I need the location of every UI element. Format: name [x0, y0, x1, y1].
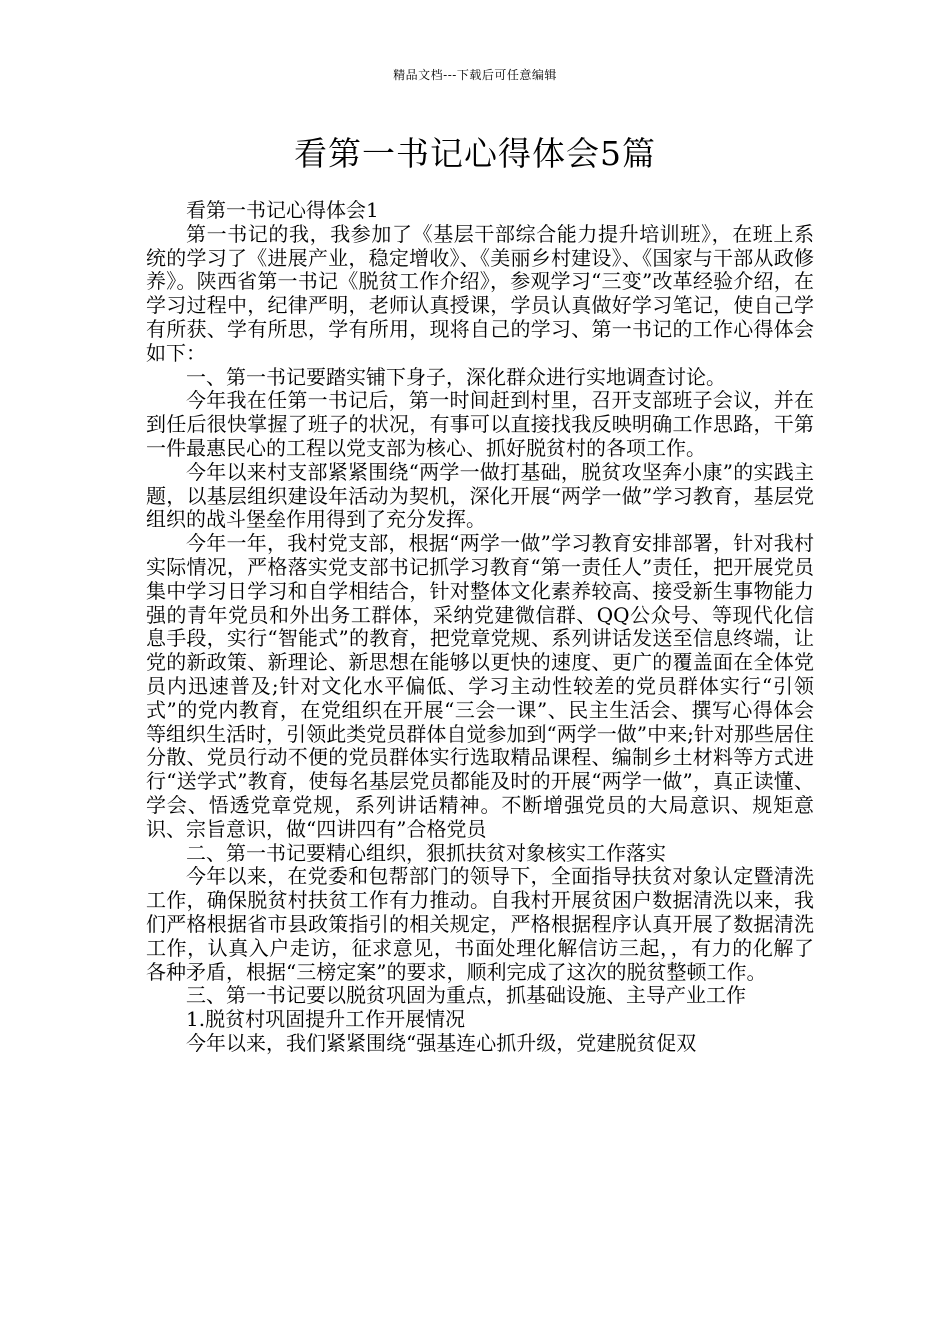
body-paragraph: 今年我在任第一书记后，第一时间赶到村里，召开支部班子会议，并在到任后很快掌握了班子的状况，有事可以直接找我反映明确工作思路，干第一件最惠民心的工程以党支部为核心、抓好脱贫村的各项工作。 — [146, 388, 814, 460]
body-paragraph: 今年以来，我们紧紧围绕“强基连心抓升级，党建脱贫促双 — [186, 1030, 697, 1055]
header-note: 精品文档---下载后可任意编辑 — [393, 68, 557, 82]
subsection-heading: 1.脱贫村巩固提升工作开展情况 — [186, 1007, 466, 1032]
section-heading: 三、第一书记要以脱贫巩固为重点，抓基础设施、主导产业工作 — [186, 983, 746, 1008]
body-paragraph: 今年以来，在党委和包帮部门的领导下，全面指导扶贫对象认定暨清洗工作，确保脱贫村扶贫工作有力推动。自我村开展贫困户数据清洗以来，我们严格根据省市县政策指引的相关规定，严格根据程序认真开展了数据清洗工作，认真入户走访，征求意见，书面处理化解信访三起，，有力的化解了各种矛盾，根据“三榜定案”的要求，顺利完成了这次的脱贫整顿工作。 — [146, 864, 814, 984]
document-body — [146, 199, 814, 1056]
body-paragraph: 第一书记的我，我参加了《基层干部综合能力提升培训班》，在班上系统的学习了《进展产业，稳定增收》、《美丽乡村建设》、《国家与干部从政修养》。陕西省第一书记《脱贫工作介绍》，参观学习“三变”改革经验介绍，在学习过程中，纪律严明，老师认真授课，学员认真做好学习笔记，使自己学有所获、学有所思，学有所用，现将自己的学习、第一书记的工作心得体会如下： — [146, 221, 814, 365]
document-title: 看第一书记心得体会5篇 — [294, 134, 656, 173]
subtitle-paragraph: 看第一书记心得体会1 — [186, 198, 379, 222]
body-paragraph: 今年以来村支部紧紧围绕“两学一做打基础，脱贫攻坚奔小康”的实践主题，以基层组织建设年活动为契机，深化开展“两学一做”学习教育，基层党组织的战斗堡垒作用得到了充分发挥。 — [146, 459, 814, 532]
section-heading: 一、第一书记要踏实铺下身子，深化群众进行实地调查讨论。 — [186, 364, 726, 389]
section-heading: 二、第一书记要精心组织，狠抓扶贫对象核实工作落实 — [186, 840, 666, 865]
body-paragraph: 今年一年，我村党支部，根据“两学一做”学习教育安排部署，针对我村实际情况，严格落实党支部书记抓学习教育“第一责任人”责任，把开展党员集中学习日学习和自学相结合，针对整体文化素养较高、接受新生事物能力强的青年党员和外出务工群体，采纳党建微信群、QQ公众号、等现代化信息手段，实行“智能式”的教育，把党章党规、系列讲话发送至信息终端，让党的新政策、新理论、新思想在能够以更快的速度、更广的覆盖面在全体党员内迅速普及;针对文化水平偏低、学习主动性较差的党员群体实行“引领式”的党内教育，在党组织在开展“三会一课”、民主生活会、撰写心得体会等组织生活时，引领此类党员群体自觉参加到“两学一做”中来;针对那些居住分散、党员行动不便的党员群体实行选取精品课程、编制乡土材料等方式进行“送学式”教育，使每名基层党员都能及时的开展“两学一做”，真正读懂、学会、悟透党章党规，系列讲话精神。不断增强党员的大局意识、规矩意识、宗旨意识，做“四讲四有”合格党员 — [146, 531, 814, 841]
